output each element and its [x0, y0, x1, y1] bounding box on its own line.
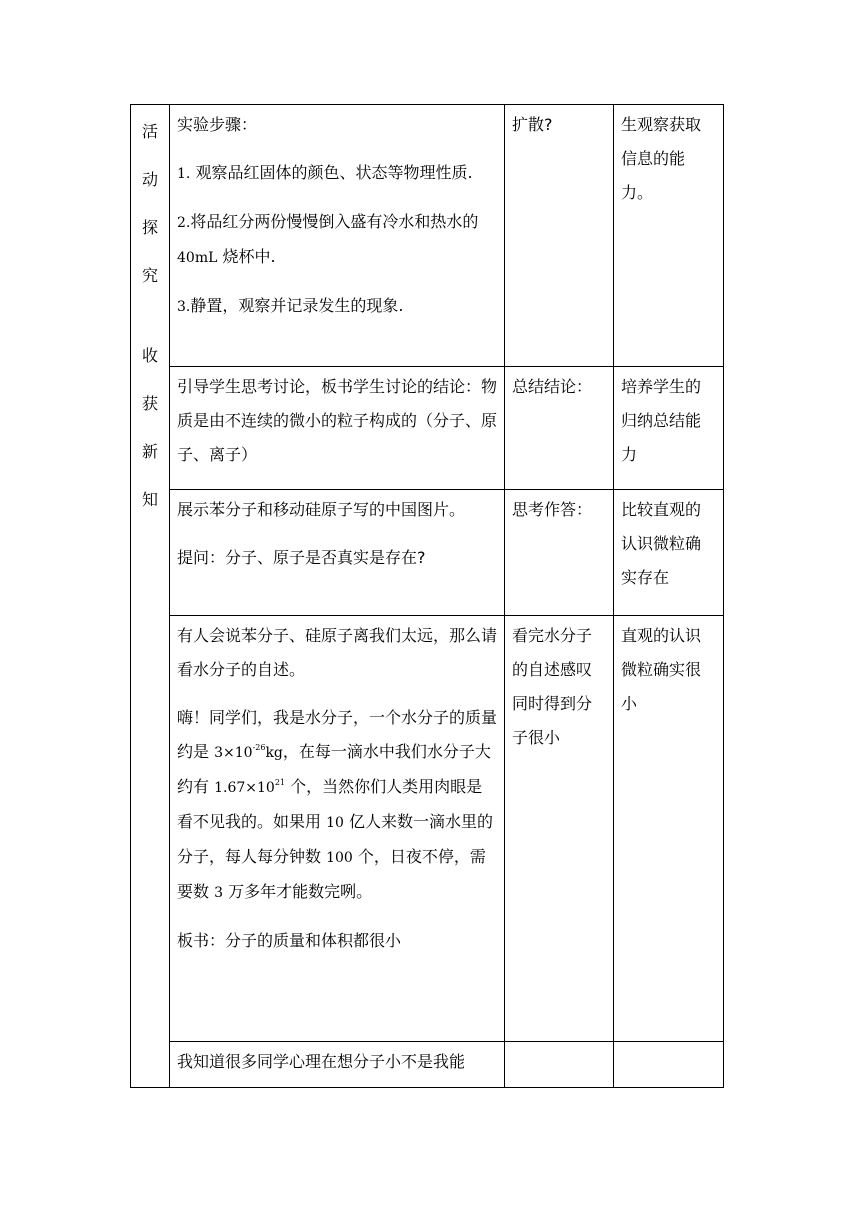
table-row — [131, 1042, 724, 1088]
section-label-char: 探 — [141, 218, 158, 237]
step-item: 3.静置，观察并记录发生的现象. — [177, 296, 404, 315]
teacher-activity-cell — [170, 105, 505, 367]
student-activity-cell: 总结结论： — [505, 367, 614, 490]
student-activity-cell: 思考作答： — [505, 490, 614, 616]
student-activity-cell — [505, 1042, 614, 1088]
section-label-char: 收 — [141, 346, 158, 365]
blackboard-note: 板书：分子的质量和体积都很小 — [177, 931, 402, 950]
section-label-char: 新 — [141, 442, 158, 461]
teacher-activity-cell — [170, 490, 505, 616]
student-activity-cell: 扩散? — [505, 105, 614, 367]
paragraph: 嗨！同学们，我是水分子，一个水分子的质量约是 $3\times 10^{-26}kg$，在每一滴水中我们水分子大约有 $1.67\times 10^{21}$ 个，当然你们人类用肉眼是看不见我的。如果用 10 亿人来数一滴水里的分子，每人每分钟数 100 个，日夜不停，需要数 3 万多年才能数完咧。 — [177, 708, 498, 901]
section-label-char: 获 — [141, 394, 158, 413]
step-item: 2.将品红分两份慢慢倒入盛有冷水和热水的 40mL 烧杯中. — [177, 212, 479, 266]
design-intent-cell: 比较直观的认识微粒确实存在 — [614, 490, 724, 616]
teacher-activity-cell — [170, 616, 505, 1042]
table-row — [131, 105, 724, 367]
design-intent-cell: 培养学生的归纳总结能力 — [614, 367, 724, 490]
section-label-char: 动 — [141, 170, 158, 189]
step-item: 1. 观察品红固体的颜色、状态等物理性质. — [177, 163, 473, 182]
table-row — [131, 616, 724, 1042]
section-label-char: 究 — [141, 266, 158, 285]
paragraph: 提问：分子、原子是否真实是存在? — [177, 548, 426, 567]
section-label-char: 知 — [141, 490, 158, 509]
paragraph: 有人会说苯分子、硅原子离我们太远，那么请看水分子的自述。 — [177, 626, 498, 679]
design-intent-cell — [614, 1042, 724, 1088]
section-label — [131, 105, 170, 1088]
design-intent-cell: 生观察获取信息的能力。 — [614, 105, 724, 367]
paragraph: 展示苯分子和移动硅原子写的中国图片。 — [177, 500, 466, 519]
mass-value: $3\times 10^{-26}kg$ — [214, 743, 283, 761]
count-value: $1.67\times 10^{21}$ — [214, 778, 285, 796]
table-row — [131, 490, 724, 616]
teacher-activity-cell: 引导学生思考讨论，板书学生讨论的结论：物质是由不连续的微小的粒子构成的（分子、原子、离子） — [170, 367, 505, 490]
student-activity-cell: 看完水分子的自述感叹同时得到分子很小 — [505, 616, 614, 1042]
steps-heading: 实验步骤： — [177, 115, 258, 134]
teacher-activity-cell: 我知道很多同学心理在想分子小不是我能 — [170, 1042, 505, 1088]
table-row — [131, 367, 724, 490]
lesson-plan-table — [130, 104, 724, 1088]
section-label-char: 活 — [141, 122, 158, 141]
design-intent-cell: 直观的认识微粒确实很小 — [614, 616, 724, 1042]
